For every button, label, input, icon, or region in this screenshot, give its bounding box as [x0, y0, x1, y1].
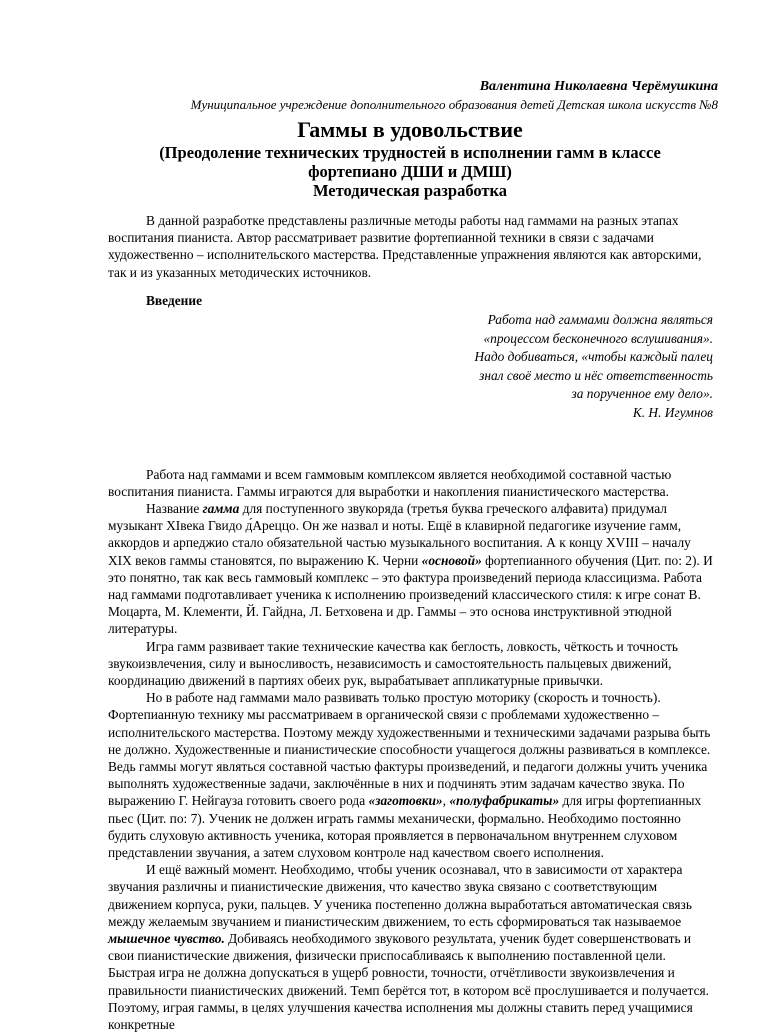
epigraph — [108, 311, 713, 423]
author-institution: Муниципальное учреждение дополнительного образования детей Детская школа искусств №8 — [190, 97, 718, 112]
abstract-paragraph: В данной разработке представлены различные методы работы над гаммами на разных этапах воспитания пианиста. Автор рассматривает развитие фортепианной техники в связи с задачами художественно – исполнительского мастерства. Представленные упражнения являются как авторскими, так и из указанных методических источников. — [108, 213, 702, 280]
epigraph-line: знал своё место и нёс ответственность — [479, 367, 713, 383]
text-run: Название — [146, 500, 203, 516]
text-run: Добиваясь необходимого звукового результата, ученик будет совершенствовать и свои пианистические движения, физически приспосабливаясь к выполнению поставленной цели. Быстрая игра не должна допускаться в ущерб ровности, точности, отчётливости звукоизвлечения и правильности пианистических движений. Темп берётся тот, в котором всё прослушивается и получается. Поэтому, играя гаммы, в целях улучшения качества исполнения мы должны ставить перед учащимися конкретные — [108, 931, 710, 1033]
text-run: Но в работе над гаммами мало развивать только простую моторику (скорость и точность). Фортепианную технику мы рассматриваем в органической связи с проблемами художественно – исполнительского мастерства. Поэтому между художественными и техническими задачами разрыва быть не должно. Художественные и пианистические способности учащегося должны развиваться в комплексе. Ведь гаммы могут являться составной частью фактуры произведений, и педагоги должны учить ученика выполнять художественные задачи, заключённые в них и подчинять этим задачам качество звука. По выражению Г. Нейгауза готовить своего рода — [108, 690, 711, 809]
body-paragraph: Игра гамм развивает такие технические качества как беглость, ловкость, чёткость и точность звукоизвлечения, силу и выносливость, независимость и самостоятельность пальцевых движений, координацию движений в партиях обеих рук, вырабатывает аппликатурные привычки. — [108, 638, 678, 689]
document-body — [108, 212, 713, 1033]
text-run: для поступенного звукоряда (третья буква греческого алфавита) придумал музыкант XIвека Гвидо д́Ареццо. Он же назвал и ноты. Ещё в клавирной педагогике изучение гамм, аккордов и арпеджио стало обязательной частью музыкального воспитания. А к концу XVIII – началу XIX веков гаммы становятся, по выражению К. Черни — [108, 500, 691, 568]
body-paragraph — [108, 500, 713, 638]
epigraph-line: Надо добиваться, «чтобы каждый палец — [474, 349, 713, 365]
text-run: фортепианного обучения (Цит. по: 2). И это понятно, так как весь гаммовый комплекс – это фактура произведений периода классицизма. Работа над гаммами подготавливает ученика к исполнению произведений классического стиля: к игре сонат В. Моцарта, М. Клементи, Й. Гайдна, Л. Бетховена и др. Гаммы – это основа инструктивной этюдной литературы. — [108, 552, 713, 637]
document-title: Гаммы в удовольствие — [297, 117, 523, 142]
subtitle-line-2: фортепиано ДШИ и ДМШ) — [308, 162, 512, 181]
text-run: И ещё важный момент. Необходимо, чтобы ученик осознавал, что в зависимости от характера звучания различны и пианистические движения, что качество звука связано с соответствующим движением корпуса, руки, пальцев. У ученика постепенно должна выработаться автоматическая связь между желаемым звучанием и пианистическим движением, то есть сформироваться так называемое — [108, 862, 692, 929]
body-paragraph — [108, 689, 713, 861]
subtitle-line-1: (Преодоление технических трудностей в исполнении гамм в классе — [159, 143, 661, 162]
epigraph-line: «процессом бесконечного вслушивания». — [483, 330, 713, 346]
emphasis-term: мышечное чувство. — [108, 931, 225, 947]
emphasis-term: «заготовки» — [368, 793, 443, 809]
epigraph-line: Работа над гаммами должна являться — [487, 312, 713, 328]
document-header — [191, 78, 718, 113]
emphasis-term: «основой» — [421, 552, 482, 568]
epigraph-line: за порученное ему дело». — [571, 386, 713, 402]
title-block — [100, 117, 720, 200]
epigraph-attribution: К. Н. Игумнов — [632, 404, 713, 420]
subtitle-line-3: Методическая разработка — [312, 181, 508, 200]
section-heading-introduction: Введение — [146, 292, 203, 308]
emphasis-term: «полуфабрикаты» — [449, 793, 560, 809]
emphasis-term: гамма — [202, 500, 240, 516]
text-run: для игры фортепианных пьес (Цит. по: 7). Ученик не должен играть гаммы механически, формально. Необходимо постоянно будить слуховую активность ученика, которая проявляется в первоначальном внутреннем слуховом представлении звучания, а затем слуховом контроле над качеством своего исполнения. — [108, 793, 702, 861]
body-paragraph: Работа над гаммами и всем гаммовым комплексом является необходимой составной частью воспитания пианиста. Гаммы играются для выработки и накопления пианистического мастерства. — [108, 466, 672, 499]
text-run: , — [442, 793, 450, 809]
author-name: Валентина Николаевна Черёмушкина — [479, 79, 718, 94]
body-paragraph — [108, 861, 713, 1033]
